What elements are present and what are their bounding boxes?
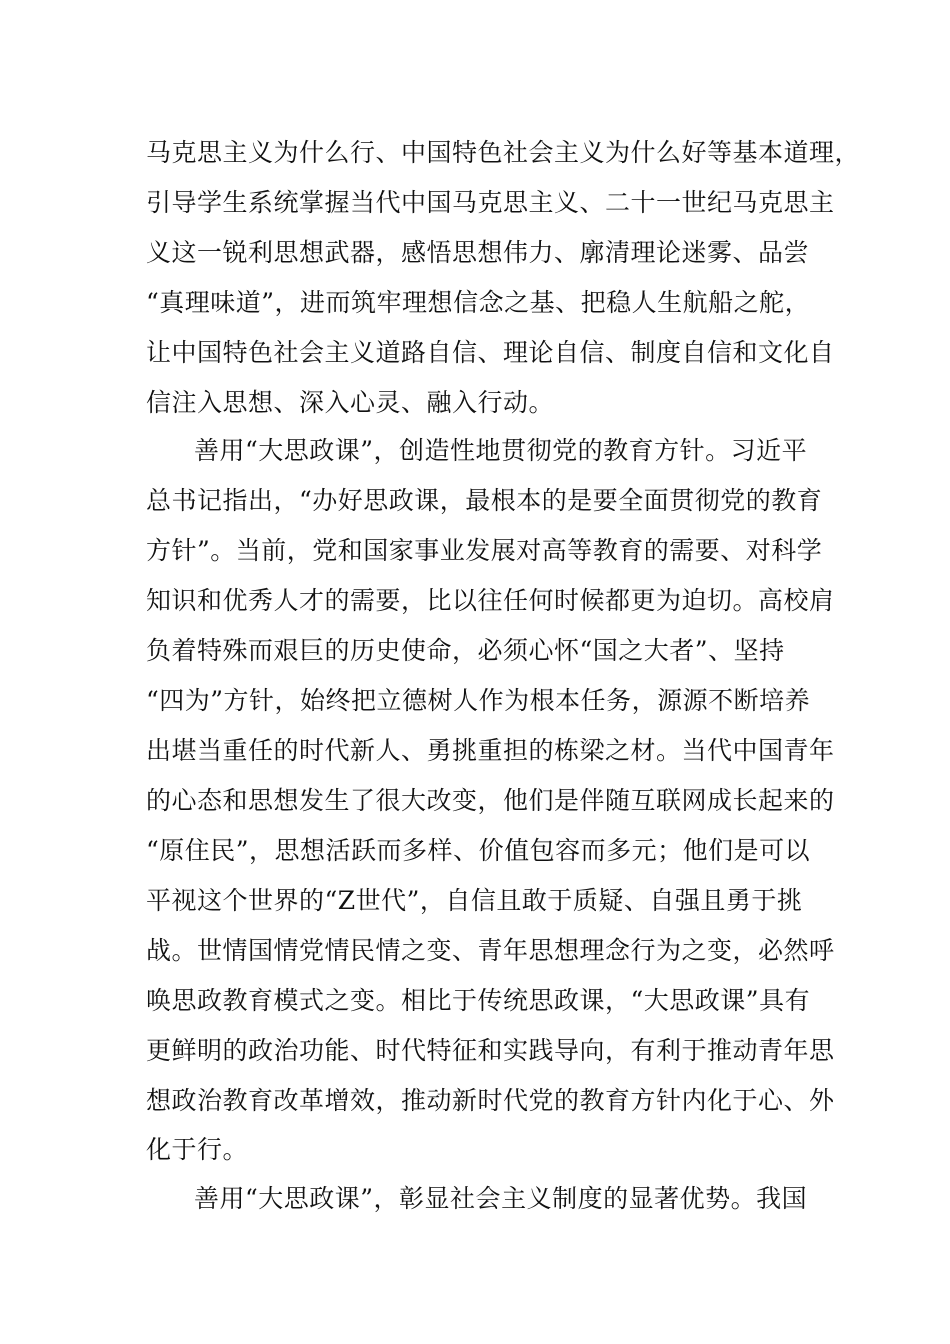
text-line: 马克思主义为什么行、中国特色社会主义为什么好等基本道理，: [146, 138, 861, 167]
text-line: “四为”方针，始终把立德树人作为根本任务，源源不断培养: [146, 686, 811, 715]
text-line: 让中国特色社会主义道路自信、理论自信、制度自信和文化自: [146, 338, 835, 367]
text-line: 出堪当重任的时代新人、勇挑重担的栋梁之材。当代中国青年: [146, 736, 835, 765]
paragraph-first-line: 善用“大思政课”，创造性地贯彻党的教育方针。习近平: [194, 436, 808, 465]
text-line: 平视这个世界的“Z世代”，自信且敢于质疑、自强且勇于挑: [146, 886, 803, 915]
text-line: 唤思政教育模式之变。相比于传统思政课，“大思政课”具有: [146, 986, 811, 1015]
text-line: 信注入思想、深入心灵、融入行动。: [146, 388, 555, 417]
text-line: 总书记指出，“办好思政课，最根本的是要全面贯彻党的教育: [146, 486, 823, 515]
text-line: 更鲜明的政治功能、时代特征和实践导向，有利于推动青年思: [146, 1036, 835, 1065]
text-line: “真理味道”，进而筑牢理想信念之基、把稳人生航船之舵，: [146, 288, 811, 317]
text-line: “原住民”，思想活跃而多样、价值包容而多元；他们是可以: [146, 836, 811, 865]
text-line: 方针”。当前，党和国家事业发展对高等教育的需要、对科学: [146, 536, 823, 565]
text-line: 知识和优秀人才的需要，比以往任何时候都更为迫切。高校肩: [146, 586, 835, 615]
text-line: 战。世情国情党情民情之变、青年思想理念行为之变，必然呼: [146, 936, 835, 965]
paragraph-first-line: 善用“大思政课”，彰显社会主义制度的显著优势。我国: [194, 1184, 808, 1213]
text-line: 引导学生系统掌握当代中国马克思主义、二十一世纪马克思主: [146, 188, 835, 217]
text-line: 化于行。: [146, 1135, 249, 1164]
text-line: 义这一锐利思想武器，感悟思想伟力、廓清理论迷雾、品尝: [146, 238, 810, 267]
text-line: 负着特殊而艰巨的历史使命，必须心怀“国之大者”、坚持: [146, 636, 785, 665]
text-line: 的心态和思想发生了很大改变，他们是伴随互联网成长起来的: [146, 786, 835, 815]
text-line: 想政治教育改革增效，推动新时代党的教育方针内化于心、外: [146, 1086, 835, 1115]
